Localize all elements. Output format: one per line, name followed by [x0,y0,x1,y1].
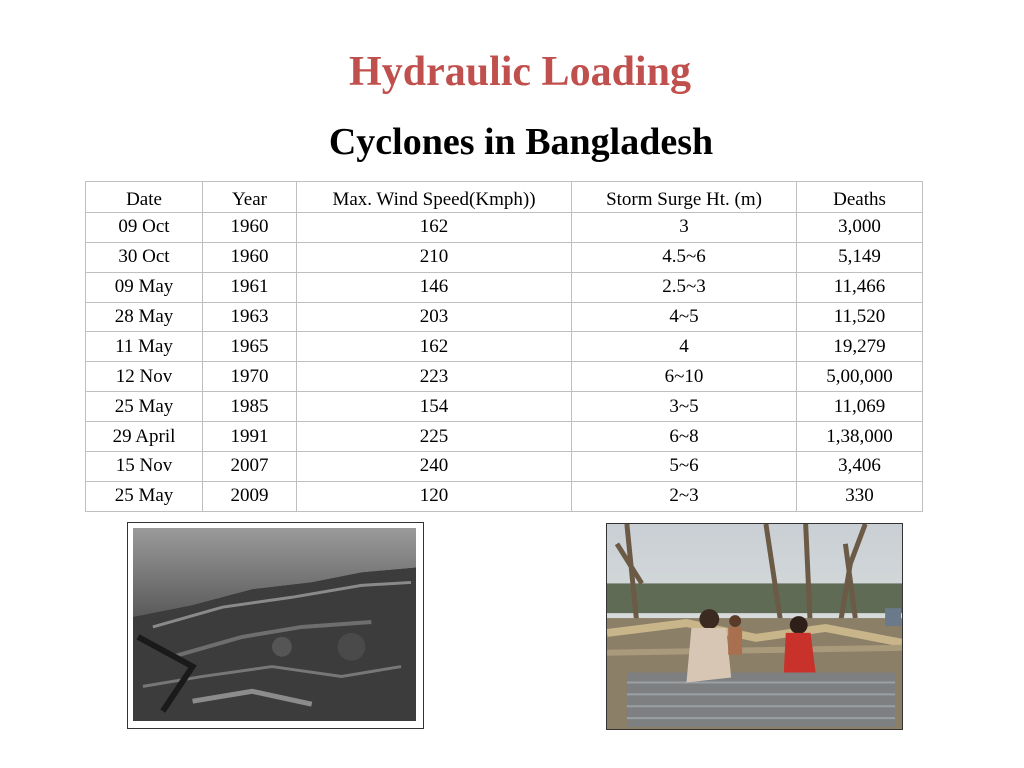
table-header-row [86,182,923,213]
cell-year: 1963 [203,302,297,332]
cell-deaths: 1,38,000 [797,422,923,452]
cell-max-wind-speed: 162 [297,212,572,242]
table-row [86,332,923,362]
cell-year: 1970 [203,362,297,392]
cell-date: 25 May [86,392,203,422]
cell-storm-surge-height: 4.5~6 [572,242,797,272]
cell-max-wind-speed: 225 [297,422,572,452]
cell-storm-surge-height: 5~6 [572,452,797,482]
cell-year: 2007 [203,452,297,482]
cell-deaths: 3,406 [797,452,923,482]
cell-max-wind-speed: 120 [297,481,572,511]
table-row [86,302,923,332]
cell-date: 09 May [86,272,203,302]
cell-deaths: 19,279 [797,332,923,362]
table-row [86,392,923,422]
cell-deaths: 330 [797,481,923,511]
cell-date: 29 April [86,422,203,452]
header-date: Date [86,182,203,213]
cell-storm-surge-height: 3 [572,212,797,242]
cyclone-survivors-photo [606,523,903,730]
cell-deaths: 5,149 [797,242,923,272]
cell-max-wind-speed: 146 [297,272,572,302]
cell-date: 12 Nov [86,362,203,392]
cell-max-wind-speed: 210 [297,242,572,272]
slide-subtitle: Cyclones in Bangladesh [328,121,714,163]
slide-title: Hydraulic Loading [349,49,691,95]
cell-deaths: 11,520 [797,302,923,332]
cell-storm-surge-height: 6~8 [572,422,797,452]
header-max-wind-speed: Max. Wind Speed(Kmph)) [297,182,572,213]
cell-max-wind-speed: 203 [297,302,572,332]
cell-storm-surge-height: 3~5 [572,392,797,422]
cell-storm-surge-height: 6~10 [572,362,797,392]
cell-year: 1985 [203,392,297,422]
table-row [86,481,923,511]
table-row [86,452,923,482]
cell-date: 25 May [86,481,203,511]
cell-year: 1961 [203,272,297,302]
cell-deaths: 3,000 [797,212,923,242]
table-row [86,242,923,272]
cell-date: 28 May [86,302,203,332]
table-row [86,212,923,242]
cell-date: 15 Nov [86,452,203,482]
cell-storm-surge-height: 4 [572,332,797,362]
cell-max-wind-speed: 223 [297,362,572,392]
cell-storm-surge-height: 4~5 [572,302,797,332]
table-body [86,212,923,511]
header-deaths: Deaths [797,182,923,213]
cell-year: 1991 [203,422,297,452]
cyclones-table [85,181,923,512]
cell-date: 09 Oct [86,212,203,242]
cell-deaths: 5,00,000 [797,362,923,392]
cell-storm-surge-height: 2.5~3 [572,272,797,302]
table-row [86,362,923,392]
shoreline-debris-photo [127,522,424,729]
cell-year: 2009 [203,481,297,511]
cell-date: 30 Oct [86,242,203,272]
cell-year: 1960 [203,212,297,242]
cell-deaths: 11,069 [797,392,923,422]
cell-deaths: 11,466 [797,272,923,302]
shoreline-debris-image [133,528,416,721]
cell-max-wind-speed: 162 [297,332,572,362]
cell-year: 1965 [203,332,297,362]
table-row [86,422,923,452]
cyclone-survivors-image [607,524,902,729]
cell-date: 11 May [86,332,203,362]
cell-storm-surge-height: 2~3 [572,481,797,511]
cell-max-wind-speed: 154 [297,392,572,422]
cell-year: 1960 [203,242,297,272]
header-year: Year [203,182,297,213]
cell-max-wind-speed: 240 [297,452,572,482]
table-row [86,272,923,302]
header-storm-surge-height: Storm Surge Ht. (m) [572,182,797,213]
